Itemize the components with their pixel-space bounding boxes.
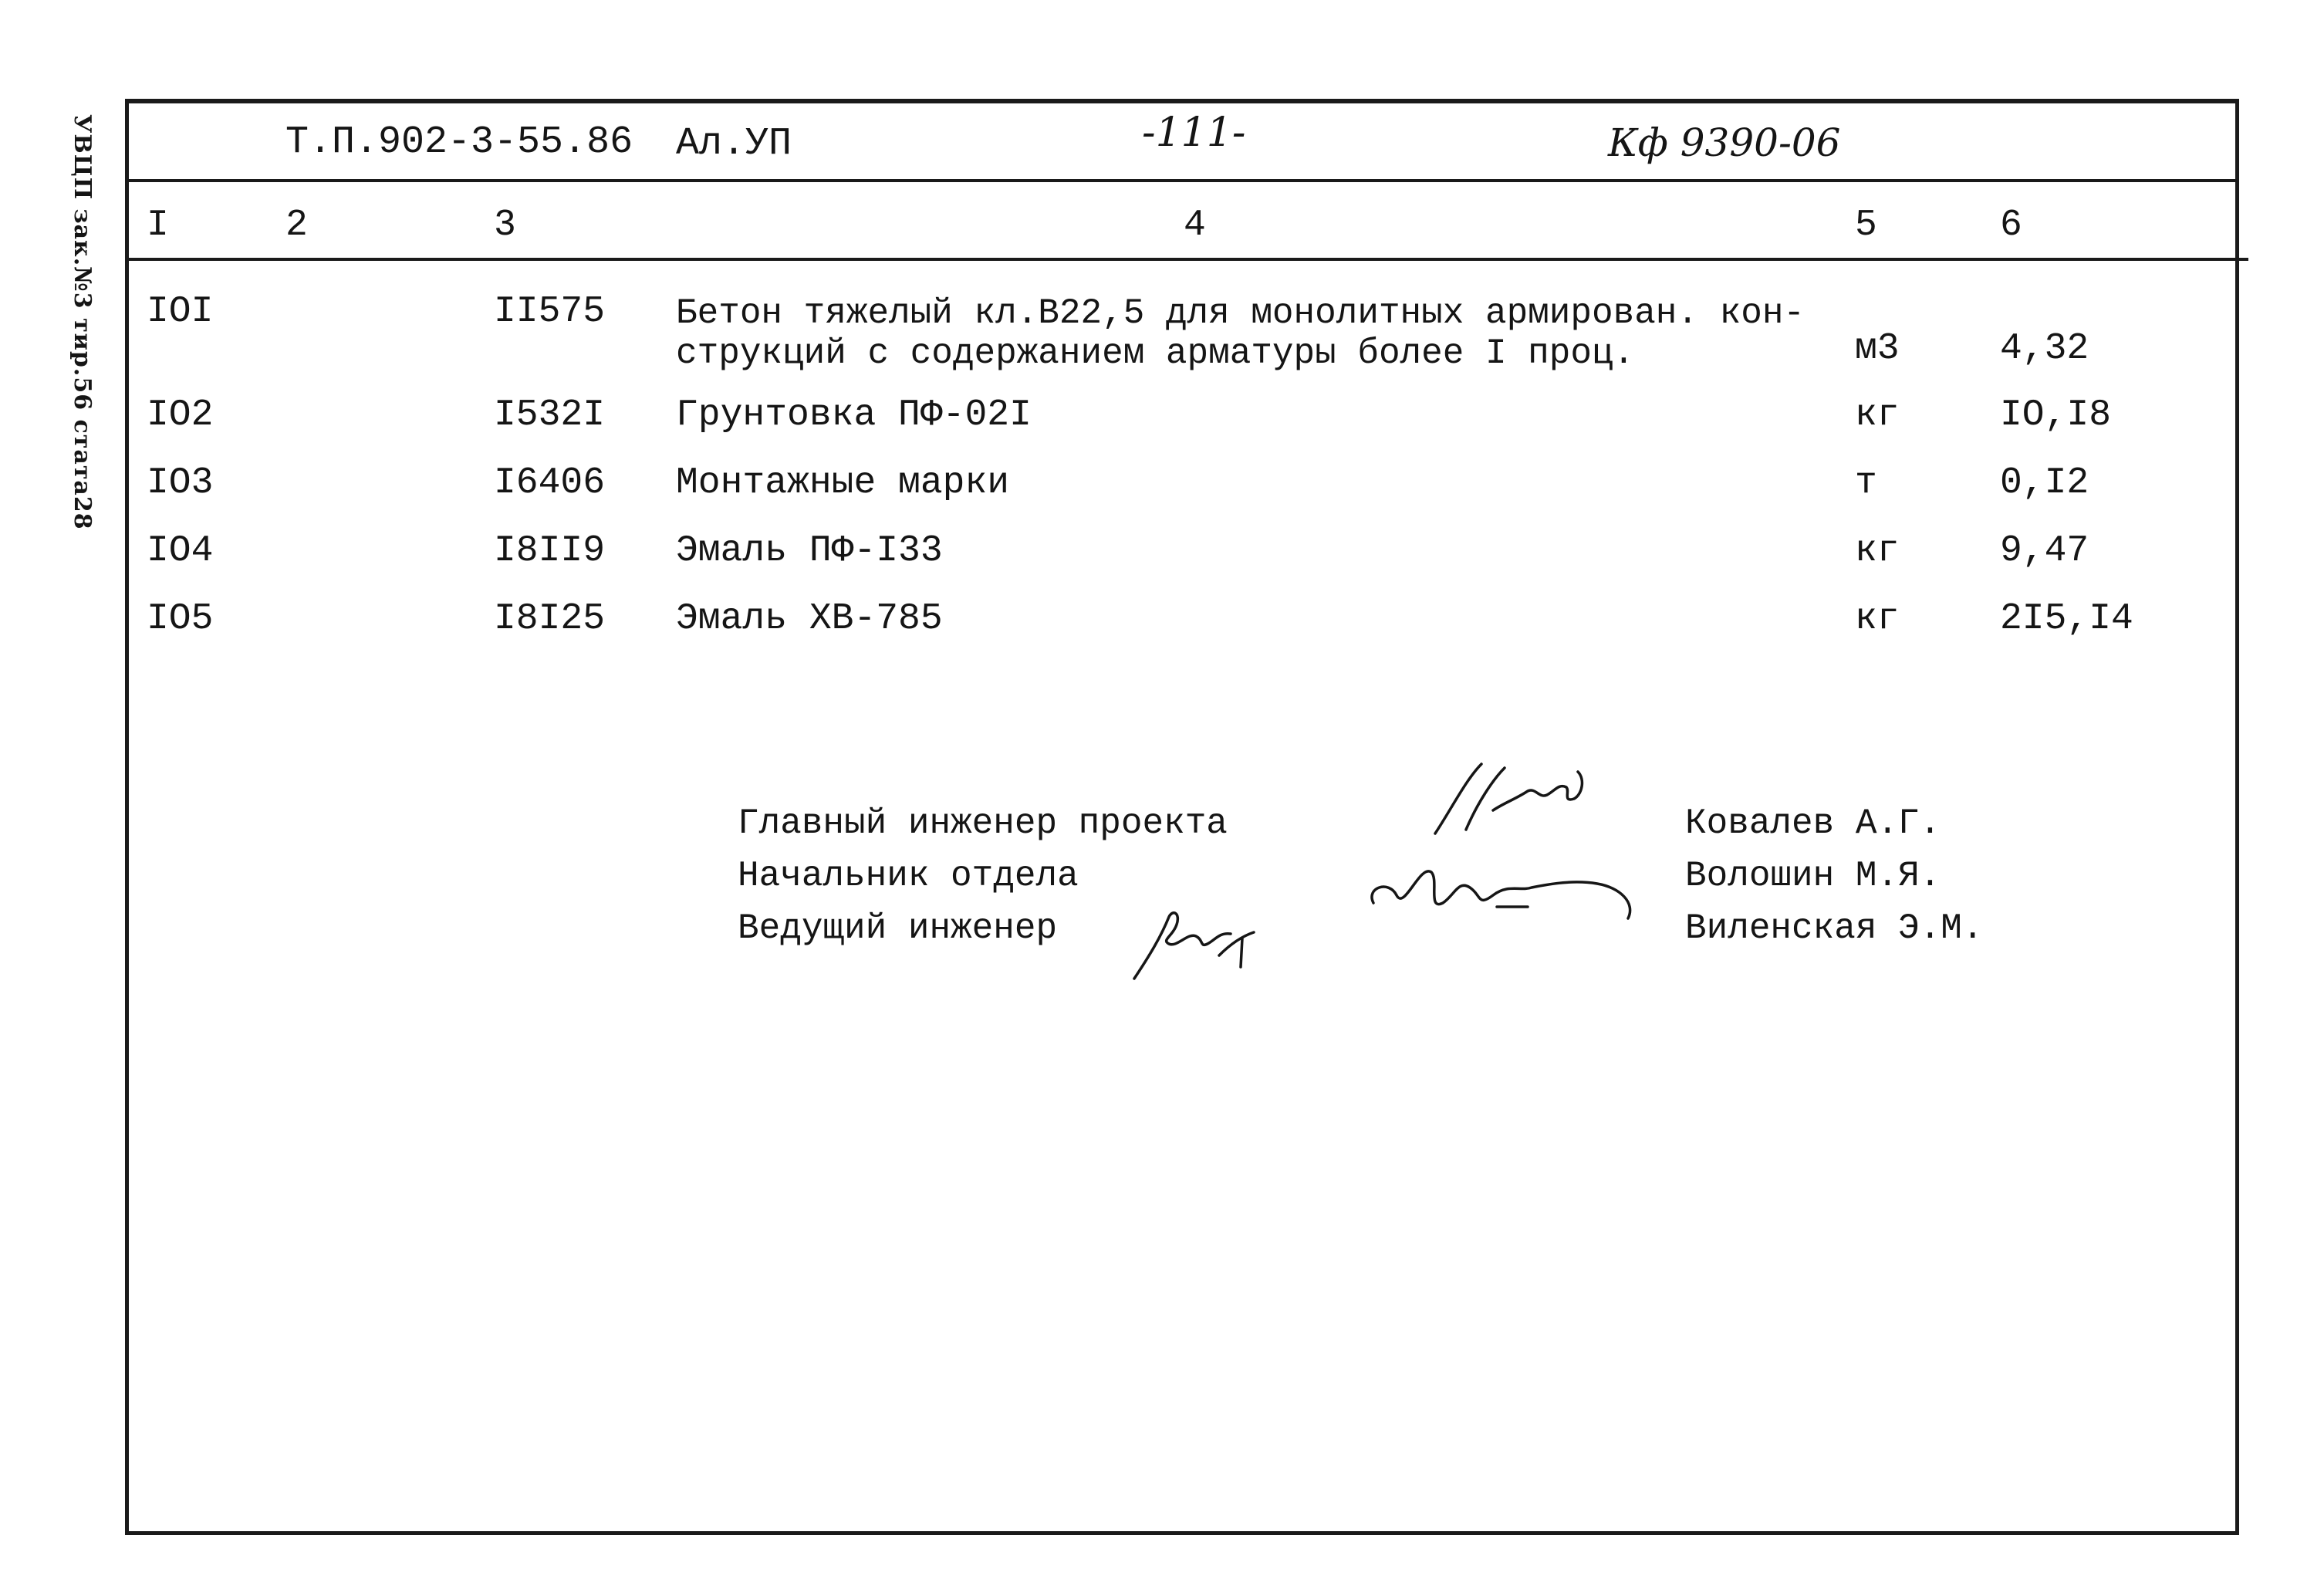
- column-number-5: 5: [1855, 205, 1877, 246]
- row-number: IO5: [147, 598, 214, 640]
- row-number: IO4: [147, 530, 214, 572]
- page-number: -111-: [1142, 110, 1246, 156]
- header-divider: [125, 179, 2239, 182]
- material-code: I8I25: [494, 598, 606, 640]
- material-code: I532I: [494, 394, 606, 436]
- signature-role-lead-engineer: Ведущий инженер: [738, 908, 1058, 948]
- material-code: I6406: [494, 462, 606, 504]
- quantity: IO,I8: [2000, 394, 2112, 436]
- column-number-4: 4: [1184, 205, 1206, 246]
- column-header-divider: [125, 258, 2248, 261]
- row-number: IOI: [147, 291, 214, 333]
- unit: кг: [1855, 530, 1900, 572]
- material-name: Грунтовка ПФ-02I: [676, 394, 1032, 436]
- signature-role-chief-engineer: Главный инженер проекта: [738, 803, 1228, 844]
- material-name: Эмаль ПФ-I33: [676, 530, 943, 572]
- archive-code: Кф 9390-06: [1608, 120, 1841, 165]
- signature-mark-department-head: [1366, 849, 1659, 934]
- unit: кг: [1855, 394, 1900, 436]
- signature-mark-chief-engineer: [1420, 756, 1605, 849]
- side-stamp: УВЦП зак.№3 тир.56 стата28: [69, 114, 96, 530]
- material-name: [676, 293, 1805, 374]
- material-code: II575: [494, 291, 606, 333]
- unit: м3: [1855, 328, 1900, 370]
- column-number-3: 3: [494, 205, 516, 246]
- material-name: Эмаль ХВ-785: [676, 598, 943, 640]
- quantity: 2I5,I4: [2000, 598, 2133, 640]
- signatory-name-lead-engineer: Виленская Э.М.: [1685, 908, 1984, 948]
- album-label: Ал.УП: [676, 122, 792, 166]
- material-code: I8II9: [494, 530, 606, 572]
- unit: кг: [1855, 598, 1900, 640]
- signatory-name-department-head: Волошин М.Я.: [1685, 856, 1941, 896]
- quantity: 4,32: [2000, 328, 2089, 370]
- material-name-line: Бетон тяжелый кл.В22,5 для монолитных армирован. кон-: [676, 293, 1805, 333]
- quantity: 0,I2: [2000, 462, 2089, 504]
- signatory-name-chief-engineer: Ковалев А.Г.: [1685, 803, 1941, 844]
- material-name-line: струкций с содержанием арматуры более I проц.: [676, 333, 1635, 374]
- row-number: IO2: [147, 394, 214, 436]
- column-number-1: I: [147, 205, 169, 246]
- material-name: Монтажные марки: [676, 462, 1010, 504]
- row-number: IO3: [147, 462, 214, 504]
- signature-role-department-head: Начальник отдела: [738, 856, 1079, 896]
- project-code: Т.П.902-3-55.86: [285, 120, 633, 164]
- quantity: 9,47: [2000, 530, 2089, 572]
- column-number-2: 2: [285, 205, 308, 246]
- unit: т: [1855, 462, 1877, 504]
- signature-mark-lead-engineer: [1127, 901, 1281, 986]
- column-number-6: 6: [2000, 205, 2022, 246]
